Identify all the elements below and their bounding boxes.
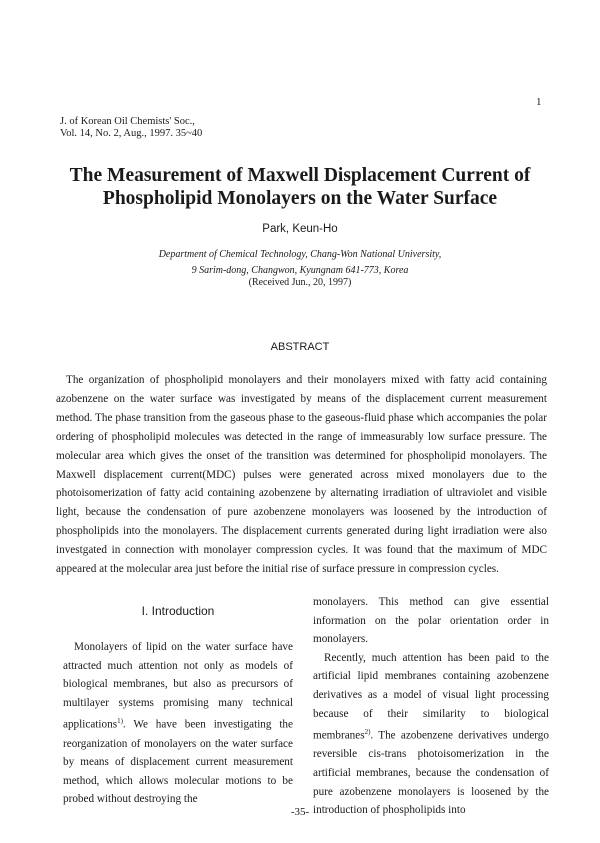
citation-ref-1: 1) <box>117 717 123 726</box>
section-heading-introduction: I. Introduction <box>141 604 215 618</box>
intro-paragraph-2 <box>313 649 549 820</box>
abstract-heading: ABSTRACT <box>270 341 330 353</box>
page-number-footer: -35- <box>290 806 310 818</box>
abstract-text: The organization of phospholipid monolayers and their monolayers mixed with fatty acid containing azobenzene on the water surface was investigated by means of the displacement current measurement method. The phase transition from the gaseous phase to the gaseous-fluid phase which accompanies the polar ordering of phospholipid molecules was detected in the range of immeasurably low surface pressure. The molecular area which gives the onset of the transition was determined for phospholipid monolayers. The Maxwell displacement current(MDC) pulses were generated across mixed monolayers due to the photoisomerization of fatty acid containing azobenzene by alternating irradiation of ultraviolet and visible light, because the condensation of pure azobenzene monolayers was loosened by the introduction of phospholipids into the monolayers. The displacement currents generated during light irradiation were also investgated in connection with monolayer compression cycles. It was found that the maximum of MDC appeared at the molecular area just before the initial rise of surface pressure in compression cycles. <box>56 374 547 576</box>
intro-paragraph-1-continued: monolayers. This method can give essential information on the polar orientation order in monolayers. <box>313 596 549 646</box>
title-line-1: The Measurement of Maxwell Displacement Current of <box>69 165 531 186</box>
affiliation-line-1: Department of Chemical Technology, Chang-Won National University, <box>158 249 442 260</box>
citation-ref-2: 2) <box>364 728 371 737</box>
title-line-2: Phospholipid Monolayers on the Water Surface <box>102 188 498 209</box>
affiliation-line-2: 9 Sarim-dong, Changwon, Kyungnam 641-773, Korea <box>191 265 409 276</box>
intro-paragraph-1 <box>63 638 293 809</box>
intro-p2-text-b: . The azobenzene derivatives undergo reversible cis-trans photoisomerization in the artificial membranes, because the condensation of pure azobenzene monolayers is loosened by the introduction of phospholipids into <box>313 729 549 817</box>
page-number-top: 1 <box>536 96 542 108</box>
author-affiliation <box>40 247 560 279</box>
intro-p1-text-a: Monolayers of lipid on the water surface have attracted much attention not only as models of biological membranes, but also as precursors of multilayer systems promising many technical applications <box>63 641 293 732</box>
left-column <box>63 593 293 809</box>
intro-p1-text-b: . We have been investigating the reorganization of monolayers on the water surface by means of displacement current measurement method, which allows molecular motions to be probed without destroying the <box>63 719 293 806</box>
journal-line-1: J. of Korean Oil Chemists' Soc., <box>60 116 195 127</box>
right-column <box>313 593 549 820</box>
author-name: Park, Keun-Ho <box>262 223 338 235</box>
intro-p2-text-a: Recently, much attention has been paid to the artificial lipid membranes containing azobenzene derivatives as a model of visual light processing because of their similarity to biological membranes <box>313 651 549 742</box>
journal-reference <box>60 116 202 140</box>
paper-title <box>40 164 560 210</box>
received-date: (Received Jun., 20, 1997) <box>248 277 352 288</box>
journal-line-2: Vol. 14, No. 2, Aug., 1997. 35~40 <box>60 128 203 139</box>
